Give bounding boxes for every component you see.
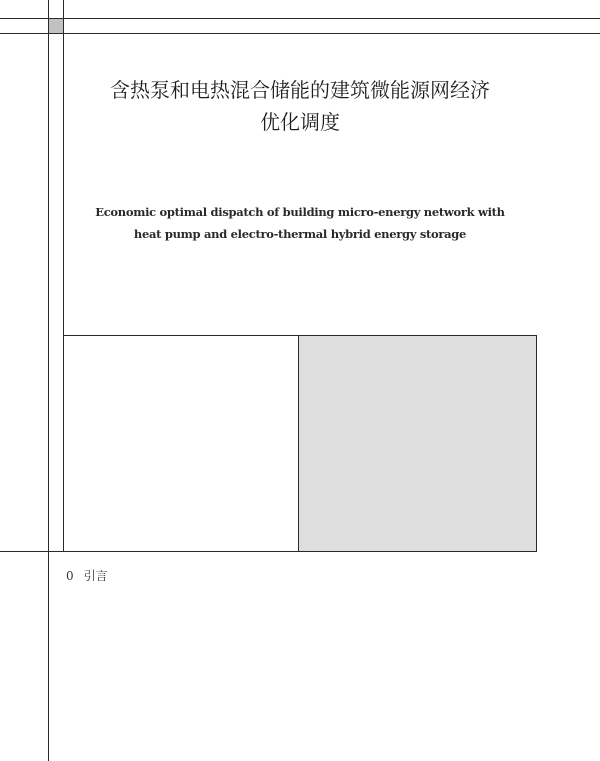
gray-info-panel — [299, 336, 536, 551]
english-title — [64, 201, 536, 245]
chinese-title-line-1: 含热泵和电热混合储能的建筑微能源网经济 — [110, 78, 490, 102]
frame-outer-vertical-rule — [48, 0, 49, 761]
english-title-line-2: heat pump and electro-thermal hybrid energy storage — [133, 227, 467, 241]
info-box-right-rule — [536, 335, 537, 552]
chinese-title-line-2: 优化调度 — [260, 110, 340, 134]
info-box-bottom-rule — [0, 551, 537, 552]
section-number: 0 — [66, 569, 74, 583]
frame-top-second-rule — [0, 33, 600, 34]
section-heading-introduction — [66, 567, 108, 584]
section-title: 引言 — [83, 569, 108, 583]
chinese-title — [64, 74, 536, 138]
english-title-line-1: Economic optimal dispatch of building micro-energy network with — [95, 205, 505, 219]
info-box-top-rule — [63, 335, 537, 336]
frame-top-rule — [0, 18, 600, 19]
info-box-divider — [298, 335, 299, 552]
corner-marker — [49, 19, 63, 33]
